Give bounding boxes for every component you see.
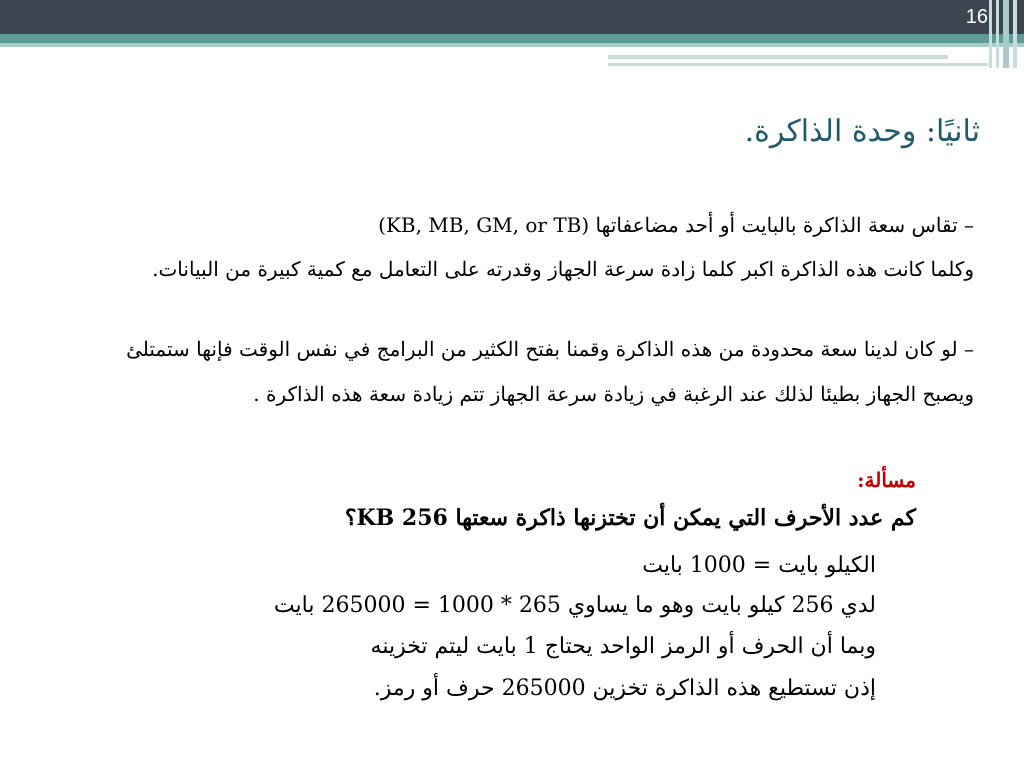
- accent-stripe: [0, 34, 1024, 43]
- paragraph-line: ويصبح الجهاز بطيئا لذلك عند الرغبة في زيادة سرعة الجهاز تتم زيادة سعة هذه الذاكرة .: [253, 382, 974, 406]
- slide-title: ثانيًا: وحدة الذاكرة.: [744, 114, 980, 149]
- problem-question: كم عدد الأحرف التي يمكن أن تختزنها ذاكرة سعتها 256 KB؟: [344, 505, 916, 531]
- decor-bar: [989, 0, 992, 68]
- answer-line: وبما أن الحرف أو الرمز الواحد يحتاج 1 بايت ليتم تخزينه: [370, 634, 876, 659]
- decor-bar: [996, 0, 999, 68]
- slide-number: 16: [965, 6, 988, 28]
- decor-line: [608, 55, 948, 59]
- paragraph-line: – لو كان لدينا سعة محدودة من هذه الذاكرة وقمنا بفتح الكثير من البرامج في نفس الوقت فإنها ستمتلئ: [126, 337, 974, 361]
- decor-bar: [1003, 0, 1009, 68]
- decor-bar: [1013, 0, 1017, 68]
- accent-stripe-light: [0, 43, 1024, 47]
- decor-line: [608, 63, 988, 66]
- top-bar: [0, 0, 1024, 34]
- paragraph-line: – تقاس سعة الذاكرة بالبايت أو أحد مضاعفاتها (KB, MB, GM, or TB): [378, 213, 974, 237]
- problem-label: مسألة:: [857, 468, 916, 492]
- answer-line: الكيلو بايت = 1000 بايت: [642, 553, 876, 578]
- answer-line: إذن تستطيع هذه الذاكرة تخزين 265000 حرف أو رمز.: [373, 676, 876, 701]
- paragraph-line: وكلما كانت هذه الذاكرة اكبر كلما زادة سرعة الجهاز وقدرته على التعامل مع كمية كبيرة من البيانات.: [152, 257, 974, 281]
- answer-line: لدي 256 كيلو بايت وهو ما يساوي 265 * 1000 = 265000 بايت: [273, 593, 876, 618]
